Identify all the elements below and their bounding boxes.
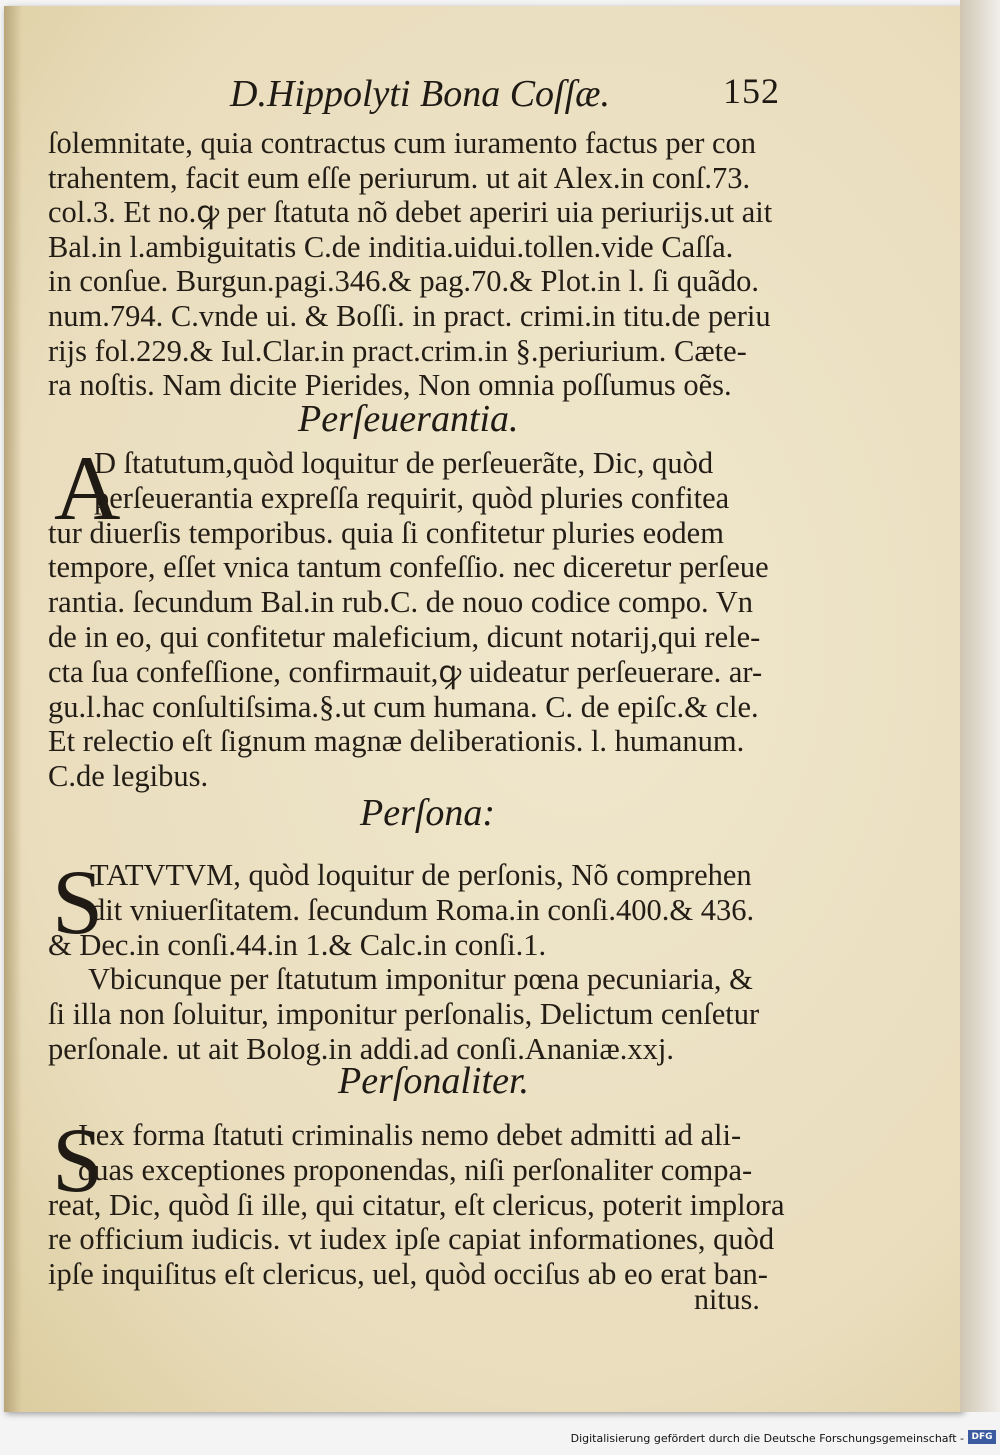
text-line: ſi illa non ſoluitur, imponitur perſonalis, Delictum cenſetur: [48, 997, 760, 1032]
text-line: ipſe inquiſitus eſt clericus, uel, quòd occiſus ab eo erat ban-: [48, 1257, 768, 1292]
opening-paragraph: [48, 126, 818, 403]
text-line: & Dec.in conſi.44.in 1.& Calc.in conſi.1.: [48, 927, 547, 962]
running-title: D.Hippolyti Bona Coſſæ.: [230, 73, 610, 115]
text-line: C.de legibus.: [48, 759, 209, 794]
text-line: re officium iudicis. vt iudex ipſe capiat informationes, quòd: [48, 1222, 775, 1257]
text-line: reat, Dic, quòd ſi ille, qui citatur, eſt clericus, poterit implora: [48, 1187, 785, 1222]
text-line: dit vniuerſitatem. ſecundum Roma.in conſi.400.& 436.: [90, 892, 755, 927]
page-number: 152: [723, 71, 780, 111]
catchword: nitus.: [694, 1283, 760, 1316]
dfg-logo: DFG: [968, 1430, 996, 1444]
drop-capital: A: [54, 437, 121, 539]
page-edge: [960, 0, 1000, 1412]
drop-capital: S: [52, 1109, 104, 1211]
text-line: ſolemnitate, quia contractus cum iuramento factus per con: [48, 126, 757, 160]
digitization-credit: Digitalisierung gefördert durch die Deutsche Forschungsgemeinschaft -: [570, 1432, 964, 1445]
section-perseuerantia-text: [48, 437, 818, 794]
text-line: trahentem, facit eum eſſe periurum. ut ait Alex.in conſ.73.: [48, 160, 751, 195]
text-line: cta ſua confeſſione, confirmauit,ꝙ uideatur perſeuerare. ar-: [48, 654, 763, 689]
text-line: rijs fol.229.& Iul.Clar.in pract.crim.in §.periurium. Cæte-: [48, 333, 747, 368]
text-line: perſeuerantia expreſſa requirit, quòd pluries confitea: [94, 480, 730, 515]
text-line: tur diuerſis temporibus. quia ſi confitetur pluries eodem: [48, 515, 724, 550]
text-line: Vbicunque per ſtatutum imponitur pœna pecuniaria, &: [88, 962, 753, 997]
section-heading-perseuerantia: Perſeuerantia.: [298, 398, 519, 440]
section-personaliter-text: [48, 1109, 818, 1292]
text-line: D ſtatutum,quòd loquitur de perſeuerãte, Dic, quòd: [94, 446, 714, 480]
section-persona-text: [48, 851, 818, 1067]
text-line: de in eo, qui confitetur maleficium, dicunt notarij,qui rele-: [48, 619, 761, 654]
running-head: [230, 72, 790, 118]
section-heading-personaliter: Perſonaliter.: [338, 1060, 530, 1102]
text-line: perſonale. ut ait Bolog.in addi.ad conſi.Ananiæ.xxj.: [48, 1031, 674, 1066]
text-line: I ex forma ſtatuti criminalis nemo debet admitti ad ali-: [78, 1118, 742, 1152]
text-line: TATVTVM, quòd loquitur de perſonis, Nõ comprehen: [90, 858, 752, 892]
text-line: rantia. ſecundum Bal.in rub.C. de nouo codice compo. Vn: [48, 585, 754, 620]
page-spine-shadow: [4, 6, 22, 1412]
text-line: Bal.in l.ambiguitatis C.de inditia.uidui.tollen.vide Caſſa.: [48, 229, 734, 264]
text-line: ra noſtis. Nam dicite Pierides, Non omnia poſſumus oẽs.: [48, 368, 732, 403]
text-line: num.794. C.vnde ui. & Boſſi. in pract. crimi.in titu.de periu: [48, 298, 771, 333]
text-line: tempore, eſſet vnica tantum confeſſio. nec diceretur perſeue: [48, 550, 769, 585]
text-line: gu.l.hac conſultiſsima.§.ut cum humana. C. de epiſc.& cle.: [48, 689, 759, 724]
text-line: quas exceptiones proponendas, niſi perſonaliter compa-: [78, 1152, 753, 1187]
text-line: in conſue. Burgun.pagi.346.& pag.70.& Plot.in l. ſi quãdo.: [48, 264, 760, 299]
text-line: col.3. Et no.ꝙ per ſtatuta nõ debet aperiri uia periurijs.ut ait: [48, 195, 773, 230]
drop-capital: S: [52, 851, 104, 953]
text-line: Et relectio eſt ſignum magnæ deliberationis. l. humanum.: [48, 724, 745, 759]
section-heading-persona: Perſona:: [360, 792, 496, 834]
